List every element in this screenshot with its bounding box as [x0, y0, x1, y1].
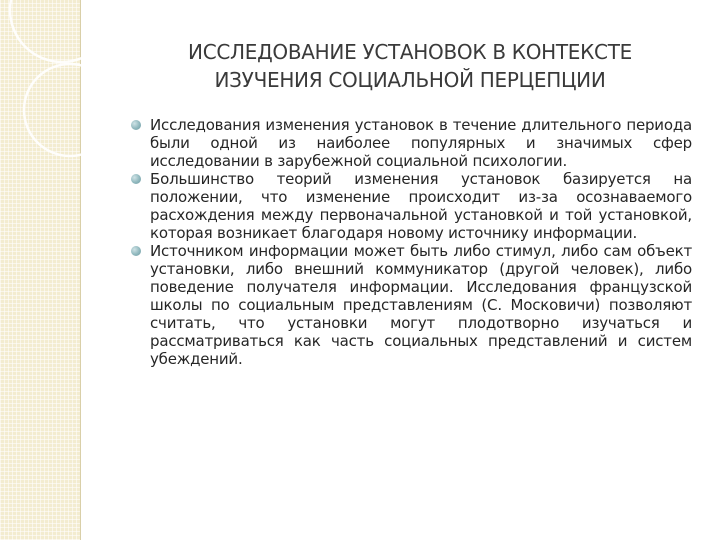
list-item	[130, 242, 692, 368]
bullet-icon	[131, 174, 141, 184]
list-item-text: Большинство теорий изменения установок базируется на положении, что изменение происходит из-за осознаваемого расхождения между первоначальной установкой и той установкой, которая возникает благодаря новому источнику информации.	[150, 170, 692, 242]
bullet-list	[130, 116, 692, 368]
bullet-icon	[131, 120, 141, 130]
list-item	[130, 116, 692, 170]
list-item-text: Исследования изменения установок в течение длительного периода были одной из наиболее популярных и значимых сфер исследовании в зарубежной социальной психологии.	[150, 116, 692, 170]
slide-title-line-1: ИССЛЕДОВАНИЕ УСТАНОВОК В КОНТЕКСТЕ	[188, 40, 632, 64]
list-item	[130, 170, 692, 242]
list-item-text: Источником информации может быть либо стимул, либо сам объект установки, либо внешний коммуникатор (другой человек), либо поведение получателя информации. Исследования французской школы по социальным представлениям (С. Московичи) позволяют считать, что установки могут плодотворно изучаться и рассматриваться как часть социальных представлений и систем убеждений.	[150, 242, 692, 368]
slide-title	[150, 38, 670, 94]
slide-title-line-2: ИЗУЧЕНИЯ СОЦИАЛЬНОЙ ПЕРЦЕПЦИИ	[214, 68, 606, 92]
bullet-icon	[131, 246, 141, 256]
